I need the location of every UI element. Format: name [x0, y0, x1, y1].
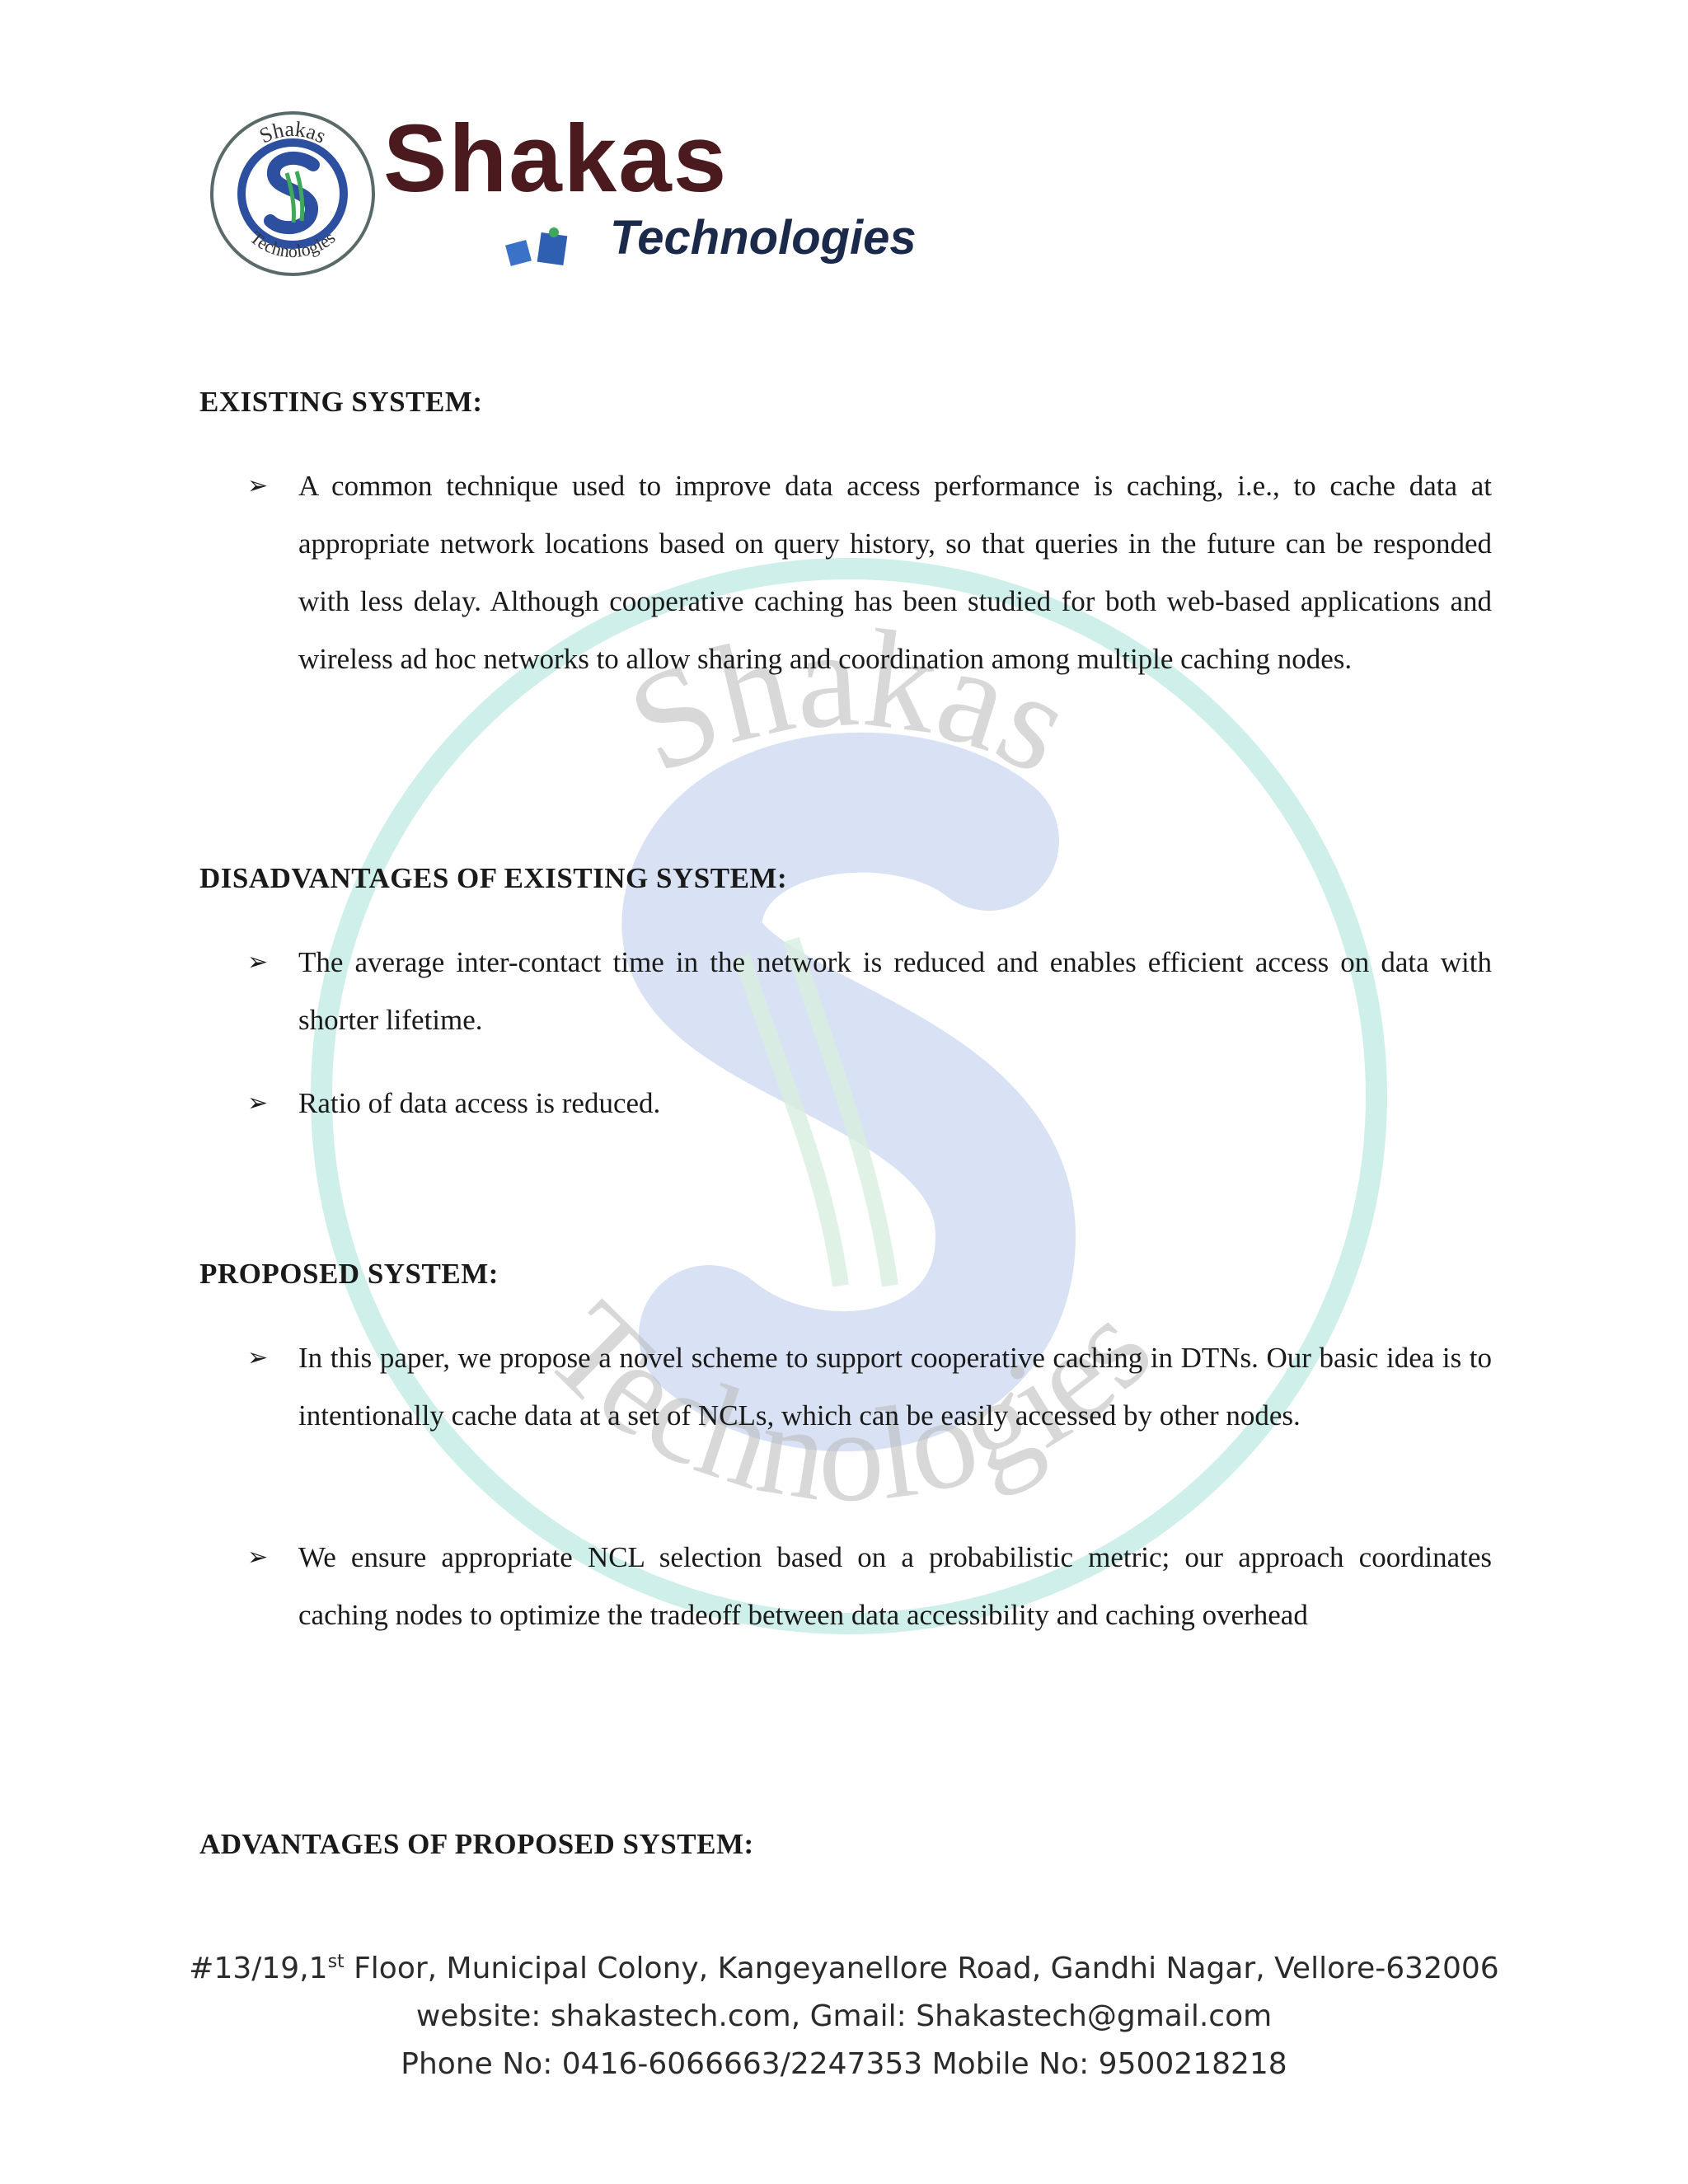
watermark-bottom-text: Technologies [519, 1274, 1179, 1530]
company-logo [206, 107, 931, 288]
bullet-arrow-icon: ➢ [247, 1343, 269, 1372]
bullet-arrow-icon: ➢ [247, 1543, 269, 1572]
list-item [247, 457, 1492, 688]
list-item [247, 1329, 1492, 1445]
logo-name: Shakas [383, 105, 729, 212]
logo-seal-icon [206, 107, 379, 280]
list-item-text: Ratio of data access is reduced. [298, 1087, 661, 1119]
footer-address: #13/19,1st Floor, Municipal Colony, Kangeyanellore Road, Gandhi Nagar, Vellore-632006 [189, 1952, 1499, 1985]
bullet-arrow-icon: ➢ [247, 471, 269, 500]
seal-top-text: Shakas [256, 116, 331, 148]
section-heading-disadvantages: DISADVANTAGES OF EXISTING SYSTEM: [199, 862, 788, 894]
bullet-arrow-icon: ➢ [247, 948, 269, 977]
seal-bottom-text: Technologies [246, 227, 340, 262]
cube-icon [503, 223, 569, 272]
page-footer [0, 1938, 1688, 2088]
list-item-text: We ensure appropriate NCL selection based on a probabilistic metric; our approach coordinates caching nodes to optimize the tradeoff between data accessibility and caching overhead [298, 1541, 1492, 1631]
section-heading-proposed-system: PROPOSED SYSTEM: [199, 1258, 499, 1290]
list-item [247, 1075, 1492, 1132]
bullet-arrow-icon: ➢ [247, 1089, 269, 1118]
list-item-text: In this paper, we propose a novel scheme to support cooperative caching in DTNs. Our basic idea is to intentionally cache data at a set of NCLs, which can be easily accessed by other nodes. [298, 1342, 1492, 1432]
footer-phone: Phone No: 0416-6066663/2247353 Mobile No: 9500218218 [401, 2047, 1287, 2081]
watermark-top-text: Shakas [607, 599, 1095, 804]
footer-web: website: shakastech.com, Gmail: Shakastech@gmail.com [415, 1999, 1273, 2033]
list-item [247, 1529, 1492, 1644]
section-heading-advantages: ADVANTAGES OF PROPOSED SYSTEM: [199, 1828, 754, 1860]
list-item [247, 934, 1492, 1049]
list-item-text: The average inter-contact time in the network is reduced and enables efficient access on data with shorter lifetime. [298, 946, 1492, 1036]
logo-tagline: Technologies [610, 211, 917, 265]
list-item-text: A common technique used to improve data access performance is caching, i.e., to cache data at appropriate network locations based on query history, so that queries in the future can be responded with less delay. Although cooperative caching has been studied for both web-based applications and wireless ad hoc networks to allow sharing and coordination among multiple caching nodes. [298, 470, 1492, 675]
section-heading-existing-system: EXISTING SYSTEM: [199, 386, 483, 418]
